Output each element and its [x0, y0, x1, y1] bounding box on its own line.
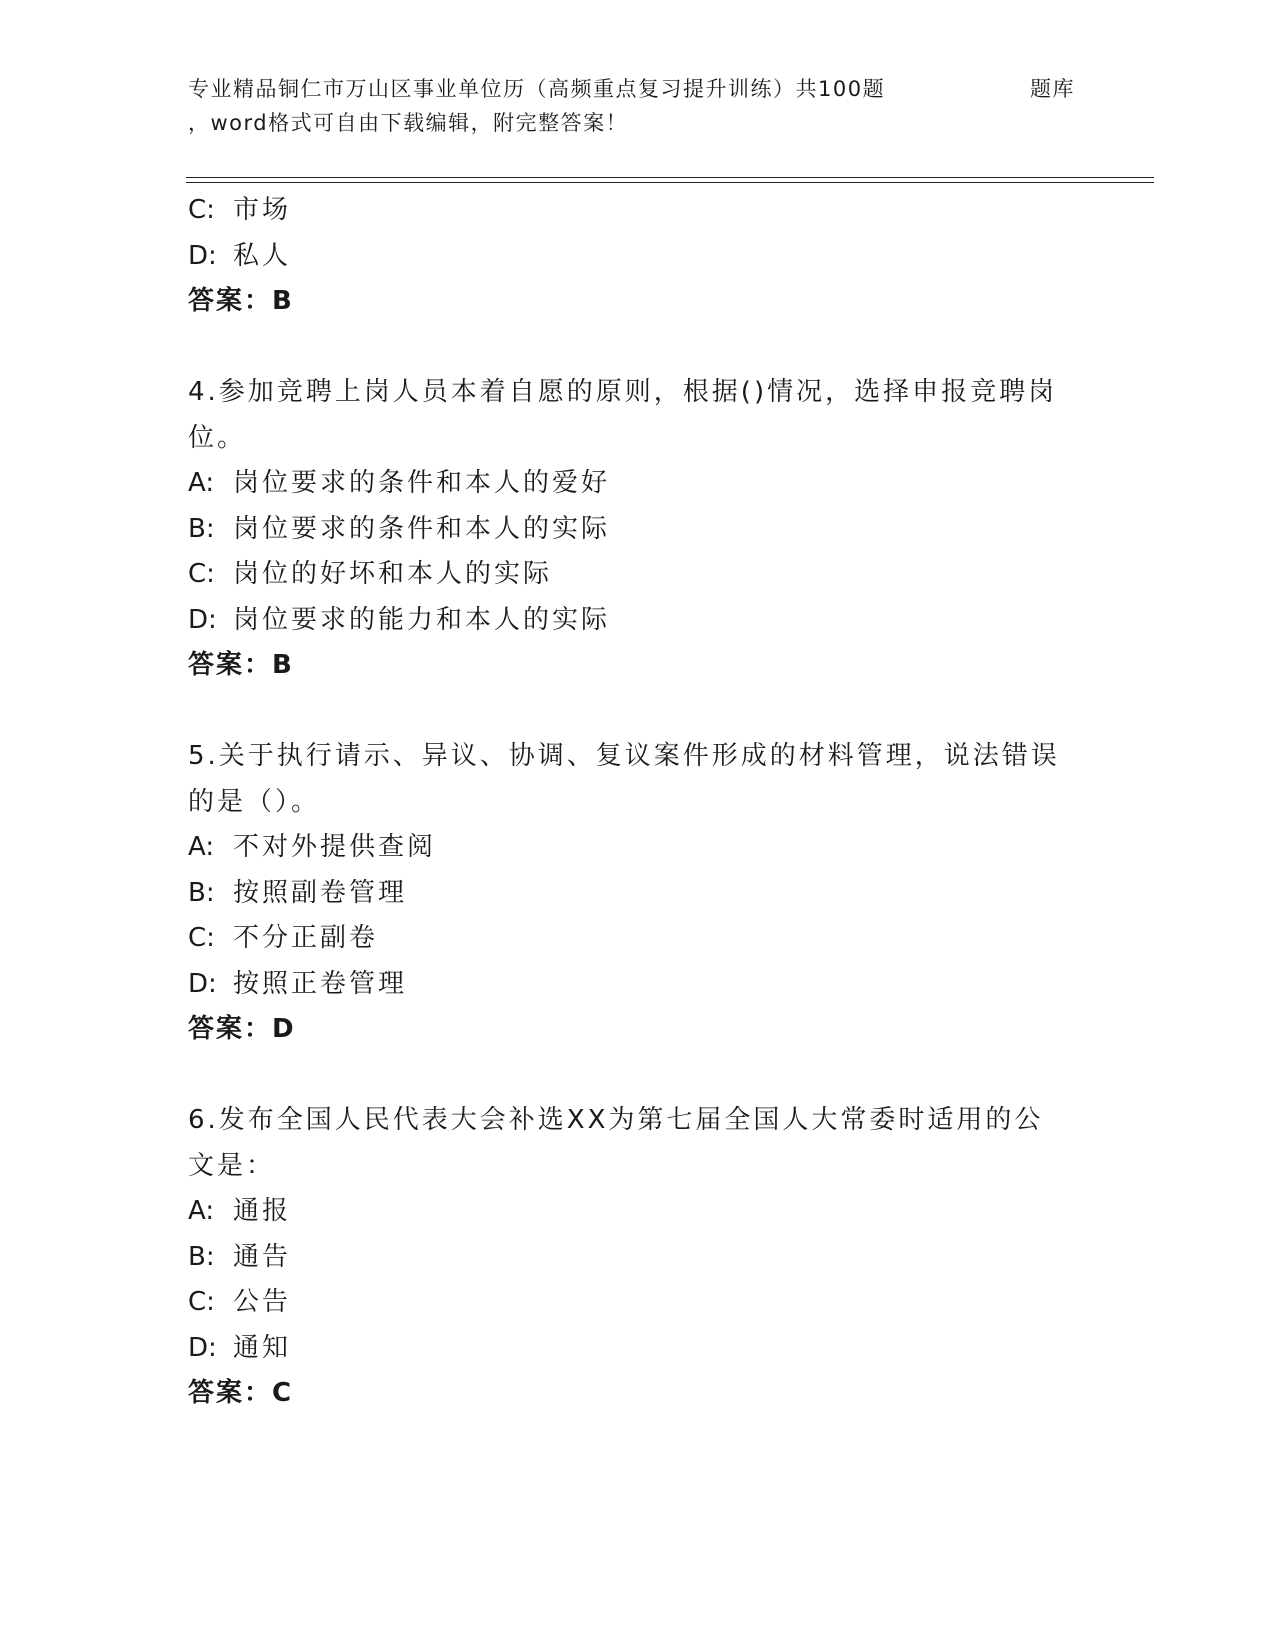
answer-line: 答案：D [188, 1014, 296, 1044]
option-text: 通报 [233, 1196, 292, 1226]
option-label: A: [188, 832, 215, 862]
option-text: 岗位的好坏和本人的实际 [233, 559, 553, 589]
option-label: A: [188, 1196, 215, 1226]
option-item [188, 825, 1088, 871]
option-label: B: [188, 1241, 215, 1272]
header-line-1 [188, 72, 1088, 106]
option-text: 岗位要求的能力和本人的实际 [233, 604, 611, 635]
option-item [188, 1280, 1088, 1326]
option-text: 不对外提供查阅 [233, 832, 437, 862]
option-text: 不分正副卷 [233, 923, 379, 953]
answer-line: 答案：C [188, 1378, 294, 1408]
option-text: 岗位要求的条件和本人的爱好 [233, 468, 611, 498]
option-label: D: [188, 240, 217, 271]
option-text: 市场 [233, 195, 292, 225]
option-label: B: [188, 877, 215, 908]
option-label: C: [188, 1287, 215, 1317]
answer-line: 答案：B [188, 286, 294, 316]
document-title: 专业精品铜仁市万山区事业单位历（高频重点复习提升训练）共100题 [188, 77, 886, 101]
question-text: 6.发布全国人民代表大会补选XX为第七届全国人大常委时适用的公文是： [188, 1105, 1044, 1181]
page-header [188, 72, 1088, 140]
option-text: 通知 [233, 1332, 292, 1363]
option-label: D: [188, 968, 217, 999]
answer-line: 答案：B [188, 650, 294, 680]
option-item [188, 871, 1088, 917]
option-item [188, 1326, 1088, 1372]
option-item [188, 916, 1088, 962]
option-text: 通告 [233, 1241, 292, 1272]
option-item [188, 507, 1088, 553]
option-item [188, 234, 1088, 280]
question-text: 4.参加竞聘上岗人员本着自愿的原则，根据()情况，选择申报竞聘岗位。 [188, 377, 1058, 453]
question-text: 5.关于执行请示、异议、协调、复议案件形成的材料管理，说法错误的是（）。 [188, 741, 1060, 817]
option-text: 公告 [233, 1287, 292, 1317]
option-label: C: [188, 195, 215, 225]
document-body [188, 188, 1088, 1417]
option-label: B: [188, 513, 215, 544]
option-item [188, 1235, 1088, 1281]
option-label: C: [188, 559, 215, 589]
option-label: C: [188, 923, 215, 953]
option-text: 按照副卷管理 [233, 877, 408, 908]
option-text: 岗位要求的条件和本人的实际 [233, 513, 611, 544]
document-subtitle: ，word格式可自由下载编辑，附完整答案！ [188, 111, 629, 135]
option-text: 按照正卷管理 [233, 968, 408, 999]
option-item [188, 1189, 1088, 1235]
header-divider-top [186, 177, 1154, 178]
continued-question [188, 188, 1088, 325]
option-item [188, 598, 1088, 644]
question-5 [188, 734, 1088, 1053]
option-label: A: [188, 468, 215, 498]
option-label: D: [188, 1332, 217, 1363]
option-label: D: [188, 604, 217, 635]
option-text: 私人 [233, 240, 292, 271]
header-tag: 题库 [1030, 77, 1075, 101]
question-6 [188, 1098, 1088, 1417]
option-item [188, 962, 1088, 1008]
question-4 [188, 370, 1088, 689]
option-item [188, 552, 1088, 598]
option-item [188, 461, 1088, 507]
header-divider-bottom [186, 182, 1154, 183]
option-item [188, 188, 1088, 234]
